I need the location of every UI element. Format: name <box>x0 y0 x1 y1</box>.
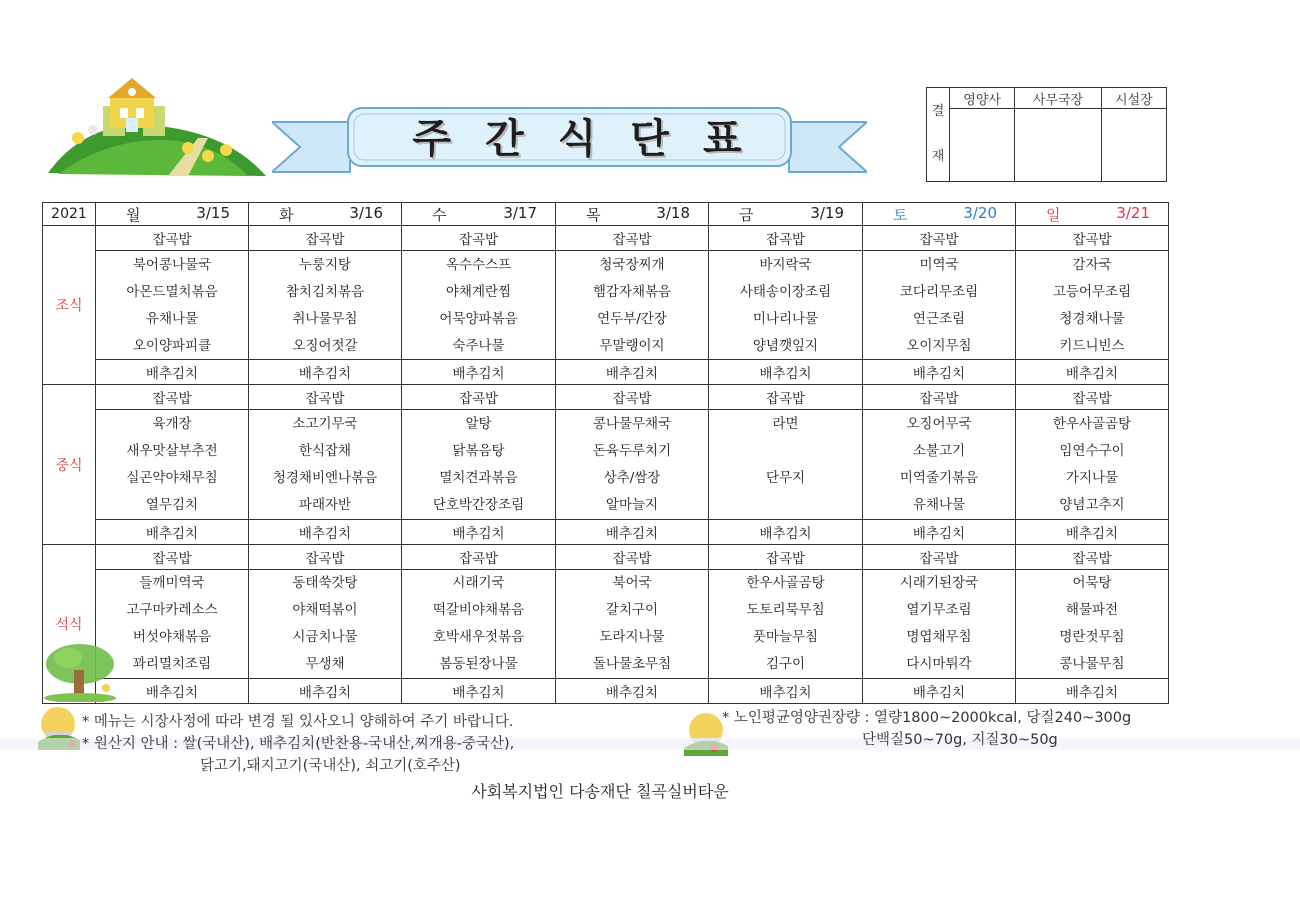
meal-label: 중식 <box>43 385 96 544</box>
dish-item: 어묵탕 <box>1072 575 1112 592</box>
kimchi-row <box>43 360 1169 385</box>
dish-item: 키드니빈스 <box>1059 337 1125 354</box>
dish-item: 북어국 <box>612 575 652 592</box>
dish-item: 가지나물 <box>1065 470 1119 486</box>
dish-item: 한우사골곰탕 <box>746 575 825 592</box>
kimchi-cell: 배추김치 <box>1016 519 1169 544</box>
rice-cell: 잡곡밥 <box>556 544 709 569</box>
dish-item <box>709 438 862 464</box>
approval-side-label: 결 재 <box>927 88 950 182</box>
kimchi-cell: 배추김치 <box>556 519 709 544</box>
day-header-row <box>43 203 1169 226</box>
dish-item: 유채나물 <box>145 310 199 327</box>
dish-item: 고구마카레소스 <box>126 602 218 619</box>
dishes-cell <box>1016 251 1169 360</box>
kimchi-cell: 배추김치 <box>96 678 249 703</box>
day-header-fri: 금 3/19 <box>709 203 863 226</box>
kimchi-cell: 배추김치 <box>556 678 709 703</box>
dish-item: 무생채 <box>305 656 345 673</box>
approval-box <box>926 87 1167 182</box>
rice-cell: 잡곡밥 <box>1016 226 1169 251</box>
rice-cell: 잡곡밥 <box>709 544 863 569</box>
rice-cell: 잡곡밥 <box>249 385 402 410</box>
dish-item: 돌나물초무침 <box>592 656 672 673</box>
kimchi-cell: 배추김치 <box>249 678 402 703</box>
rice-cell: 잡곡밥 <box>249 544 402 569</box>
dish-item: 어묵양파볶음 <box>439 310 518 327</box>
dish-item: 새우맛살부추전 <box>126 442 218 459</box>
dish-item: 갈치구이 <box>605 602 659 619</box>
dish-item: 취나물무침 <box>292 310 358 327</box>
dish-item: 오이양파피클 <box>132 337 212 354</box>
dish-item: 무말랭이지 <box>599 337 665 354</box>
dish-item: 미나리나물 <box>752 310 819 327</box>
dish-item: 임연수구이 <box>1059 442 1125 459</box>
meal-label: 석식 <box>43 544 96 703</box>
kimchi-cell: 배추김치 <box>709 678 863 703</box>
dish-item: 김구이 <box>765 656 806 673</box>
dish-item: 야채계란찜 <box>445 283 512 300</box>
dish-item: 육개장 <box>152 415 192 432</box>
kimchi-cell: 배추김치 <box>863 678 1016 703</box>
kimchi-cell: 배추김치 <box>249 519 402 544</box>
dish-item: 닭볶음탕 <box>452 442 505 459</box>
kimchi-cell: 배추김치 <box>96 519 249 544</box>
kimchi-cell: 배추김치 <box>96 360 249 385</box>
kimchi-row <box>43 678 1169 703</box>
dishes-cell <box>249 251 402 360</box>
dishes-cell <box>249 569 402 678</box>
dish-item: 상추/쌈장 <box>603 470 661 486</box>
dishes-cell <box>556 410 709 519</box>
dish-item: 풋마늘무침 <box>752 629 819 646</box>
dish-item: 돈육두루치기 <box>592 442 672 459</box>
rice-cell: 잡곡밥 <box>1016 385 1169 410</box>
dishes-cell <box>1016 410 1169 519</box>
dish-item: 오이지무침 <box>906 337 972 354</box>
dishes-cell <box>709 569 863 678</box>
approval-role-director: 시설장 <box>1101 88 1166 109</box>
kimchi-cell: 배추김치 <box>556 360 709 385</box>
dishes-cell <box>709 410 863 519</box>
dish-item: 참치김치볶음 <box>285 283 365 300</box>
kimchi-cell: 배추김치 <box>1016 678 1169 703</box>
kimchi-cell: 배추김치 <box>402 360 556 385</box>
dishes-cell <box>863 410 1016 519</box>
dish-item: 단무지 <box>765 470 806 486</box>
kimchi-cell: 배추김치 <box>249 360 402 385</box>
approval-role-nutritionist: 영양사 <box>950 88 1015 109</box>
dish-item: 들깨미역국 <box>139 575 205 592</box>
year-cell: 2021 <box>43 203 96 226</box>
rice-cell: 잡곡밥 <box>863 385 1016 410</box>
day-header-sun: 일 3/21 <box>1016 203 1169 226</box>
dish-item: 버섯야채볶음 <box>132 629 212 646</box>
dish-item: 미역줄기볶음 <box>899 470 979 486</box>
dish-item: 알탕 <box>465 415 492 432</box>
kimchi-cell: 배추김치 <box>863 360 1016 385</box>
dish-item: 실곤약야채무침 <box>126 470 218 486</box>
dish-item: 사태송이장조림 <box>739 283 832 300</box>
dishes-cell <box>249 410 402 519</box>
page-title: 주간식단표 <box>412 115 776 162</box>
dish-item: 코다리무조림 <box>899 283 979 300</box>
rice-cell: 잡곡밥 <box>402 226 556 251</box>
rice-row <box>43 226 1169 251</box>
dishes-cell <box>96 251 249 360</box>
dish-item: 호박새우젓볶음 <box>432 629 525 646</box>
rice-cell: 잡곡밥 <box>556 226 709 251</box>
dish-item: 명란젓무침 <box>1059 629 1125 646</box>
note-origin: * 원산지 안내 : 쌀(국내산), 배추김치(반찬용-국내산,찌개용-중국산), <box>82 736 515 752</box>
dish-item: 옥수수스프 <box>445 256 512 273</box>
kimchi-row <box>43 519 1169 544</box>
dish-item: 열기무조림 <box>906 602 972 619</box>
kimchi-cell: 배추김치 <box>402 678 556 703</box>
approval-role-office-manager: 사무국장 <box>1015 88 1101 109</box>
dish-item: 명엽채무침 <box>906 629 972 646</box>
dish-item: 양념고추지 <box>1059 497 1125 514</box>
dish-item: 알마늘지 <box>605 497 659 514</box>
rice-cell: 잡곡밥 <box>863 226 1016 251</box>
dish-item: 도토리묵무침 <box>746 602 825 619</box>
dish-item: 감자국 <box>1072 256 1112 273</box>
dishes-row <box>43 410 1169 519</box>
day-header-tue: 화 3/16 <box>249 203 402 226</box>
dish-item: 청경채비엔나볶음 <box>272 470 378 486</box>
dishes-cell <box>863 569 1016 678</box>
approval-signature-cell <box>950 109 1015 182</box>
dishes-cell <box>709 251 863 360</box>
dishes-cell <box>96 410 249 519</box>
rice-row <box>43 544 1169 569</box>
day-header-sat: 토 3/20 <box>863 203 1016 226</box>
dish-item <box>709 492 862 518</box>
dish-item: 청경채나물 <box>1059 310 1125 327</box>
dish-item: 파래자반 <box>298 497 352 514</box>
dish-item: 야채떡볶이 <box>292 602 358 619</box>
dish-item: 오징어젓갈 <box>292 337 358 354</box>
dish-item: 동태쑥갓탕 <box>292 575 358 592</box>
tree-illustration <box>40 640 120 702</box>
dish-item: 콩나물무침 <box>1059 656 1125 673</box>
rice-cell: 잡곡밥 <box>249 226 402 251</box>
note-menu-change: * 메뉴는 시장사정에 따라 변경 될 있사오니 양해하여 주기 바랍니다. <box>82 714 514 730</box>
dish-item: 양념깻잎지 <box>752 337 819 354</box>
rice-cell: 잡곡밥 <box>1016 544 1169 569</box>
dish-item: 바지락국 <box>759 256 812 273</box>
nutrition-block <box>722 707 1131 751</box>
dish-item: 청국장찌개 <box>599 256 665 273</box>
weekly-menu-table <box>42 202 1169 704</box>
dish-item: 콩나물무채국 <box>592 415 672 432</box>
dish-item: 북어콩나물국 <box>132 256 212 273</box>
dish-item: 해물파전 <box>1065 602 1119 619</box>
dish-item: 단호박간장조림 <box>432 497 525 514</box>
note-origin-cont: 닭고기,돼지고기(국내산), 쇠고기(호주산) <box>200 758 461 774</box>
rice-cell: 잡곡밥 <box>96 226 249 251</box>
rice-cell: 잡곡밥 <box>556 385 709 410</box>
dish-item: 고등어무조림 <box>1052 283 1132 300</box>
footer-organization: 사회복지법인 다송재단 칠곡실버타운 <box>471 782 729 801</box>
rice-cell: 잡곡밥 <box>863 544 1016 569</box>
day-header-thu: 목 3/18 <box>556 203 709 226</box>
dish-item: 아몬드멸치볶음 <box>126 283 218 300</box>
dish-item: 도라지나물 <box>599 629 665 646</box>
dishes-cell <box>1016 569 1169 678</box>
rice-row <box>43 385 1169 410</box>
nutrition-line2: 단백질50~70g, 지질30~50g <box>862 732 1058 748</box>
dishes-cell <box>402 251 556 360</box>
dish-item: 봄동된장나물 <box>439 656 518 673</box>
kimchi-cell: 배추김치 <box>709 519 863 544</box>
dish-item: 멸치견과볶음 <box>439 470 518 486</box>
kimchi-cell: 배추김치 <box>863 519 1016 544</box>
dish-item: 떡갈비야채볶음 <box>432 602 525 619</box>
dishes-row <box>43 251 1169 360</box>
rice-cell: 잡곡밥 <box>96 385 249 410</box>
rice-cell: 잡곡밥 <box>402 544 556 569</box>
dish-item: 시래기된장국 <box>899 575 979 592</box>
kimchi-cell: 배추김치 <box>709 360 863 385</box>
rice-cell: 잡곡밥 <box>709 385 863 410</box>
rice-cell: 잡곡밥 <box>402 385 556 410</box>
dish-item: 오징어무국 <box>906 415 972 432</box>
dish-item: 누룽지탕 <box>298 256 352 273</box>
rice-cell: 잡곡밥 <box>96 544 249 569</box>
kimchi-cell: 배추김치 <box>1016 360 1169 385</box>
dish-item: 한우사골곰탕 <box>1052 415 1132 432</box>
dish-item: 소고기무국 <box>292 415 358 432</box>
dishes-row <box>43 569 1169 678</box>
dishes-cell <box>863 251 1016 360</box>
dish-item: 미역국 <box>919 256 959 273</box>
kimchi-cell: 배추김치 <box>402 519 556 544</box>
dish-item: 한식잡채 <box>298 442 352 459</box>
dish-item: 시금치나물 <box>292 629 358 646</box>
dish-item: 숙주나물 <box>452 337 505 354</box>
rice-cell: 잡곡밥 <box>709 226 863 251</box>
approval-signature-cell <box>1101 109 1166 182</box>
house-hill-illustration <box>48 78 268 180</box>
day-header-mon: 월 3/15 <box>96 203 249 226</box>
dishes-cell <box>556 569 709 678</box>
nutrition-line1: * 노인평균영양권장량 : 열량1800~2000kcal, 당질240~300g <box>722 710 1132 726</box>
dish-item: 시래기국 <box>452 575 505 592</box>
notes-block <box>82 711 514 777</box>
meal-label: 조식 <box>43 226 96 385</box>
dish-item: 연근조림 <box>912 310 966 327</box>
dish-item: 햄감자채볶음 <box>592 283 672 300</box>
approval-signature-cell <box>1015 109 1101 182</box>
day-header-wed: 수 3/17 <box>402 203 556 226</box>
dishes-cell <box>402 569 556 678</box>
dish-item: 다시마튀각 <box>906 656 972 673</box>
dishes-cell <box>402 410 556 519</box>
dish-item: 유채나물 <box>912 497 966 514</box>
dish-item: 열무김치 <box>145 497 199 514</box>
dishes-cell <box>556 251 709 360</box>
dish-item: 연두부/간장 <box>597 310 667 327</box>
dish-item: 라면 <box>772 415 799 432</box>
dish-item: 소불고기 <box>912 442 966 459</box>
dish-item: 꽈리멸치조림 <box>132 656 212 673</box>
